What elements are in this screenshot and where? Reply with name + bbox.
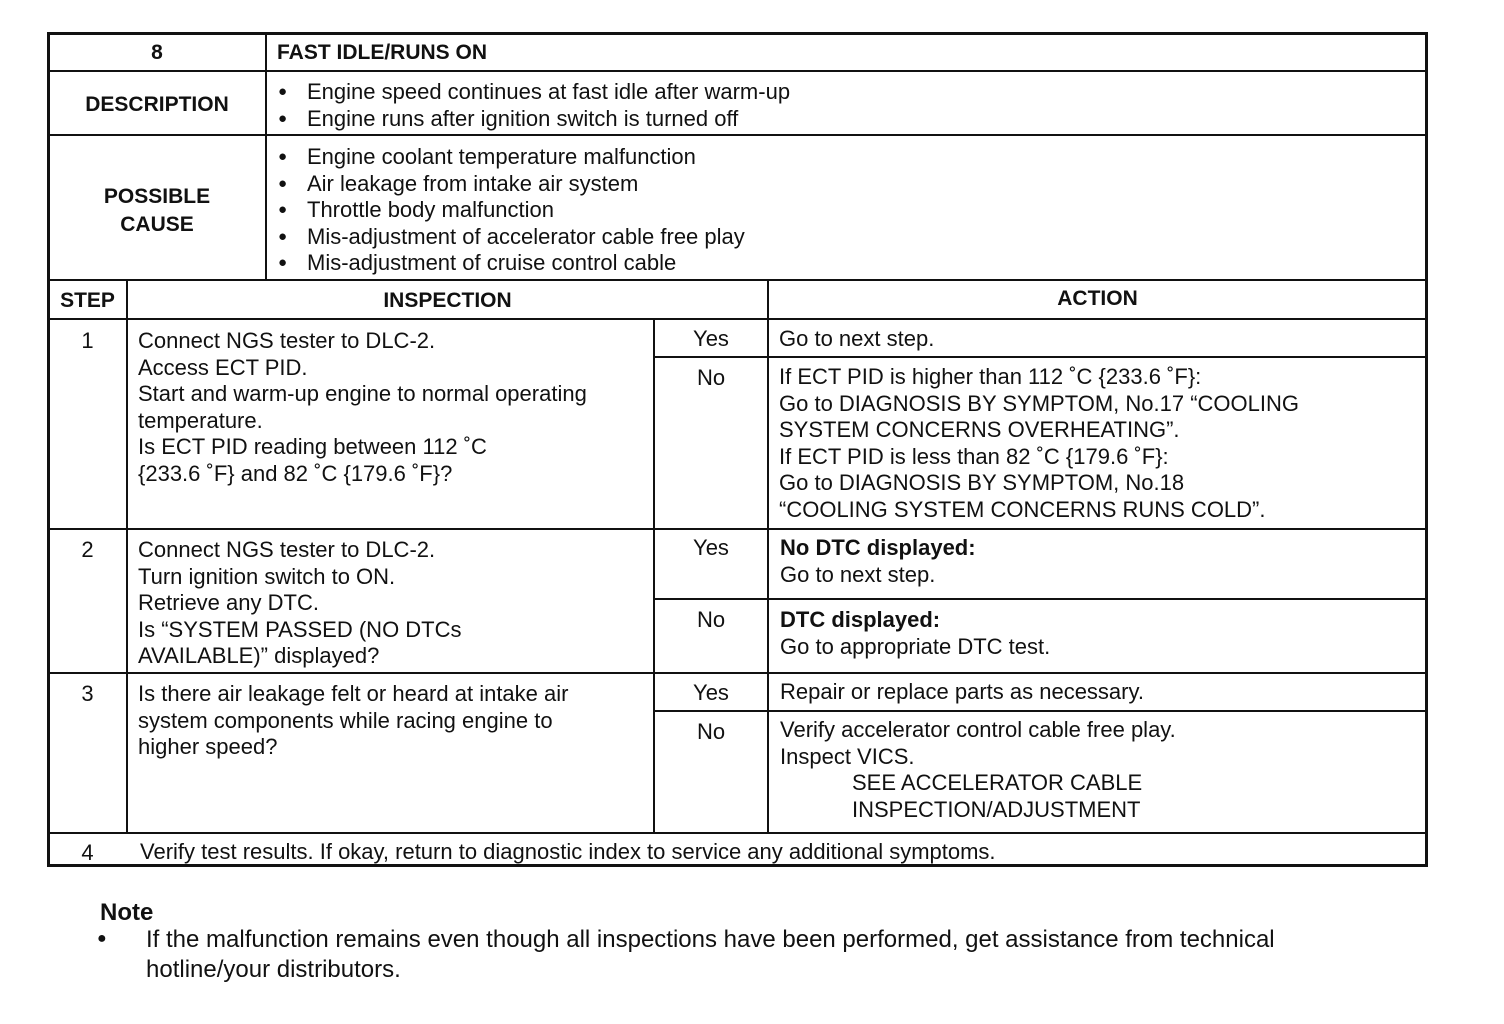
step-number: 1	[81, 328, 94, 353]
action-line: If ECT PID is less than 82 ˚C {179.6 ˚F}:	[779, 443, 1169, 469]
action-line: “COOLING SYSTEM CONCERNS RUNS COLD”.	[779, 496, 1266, 522]
column-divider	[126, 280, 128, 833]
action-line: Go to next step.	[779, 326, 935, 351]
inspection-line: system components while racing engine to	[138, 707, 553, 733]
inspection-column-header: INSPECTION	[383, 289, 512, 312]
action-heading: No DTC displayed:	[780, 535, 976, 560]
possible-cause-item: ● Throttle body malfunction	[267, 197, 1417, 224]
trouble-title: FAST IDLE/RUNS ON	[277, 41, 488, 64]
yes-action	[779, 326, 934, 353]
column-divider	[767, 280, 769, 832]
no-action	[780, 607, 1050, 660]
yes-label: Yes	[693, 535, 729, 560]
row-divider	[49, 279, 1426, 281]
action-column-header: ACTION	[1057, 287, 1138, 310]
possible-cause-item: ● Engine coolant temperature malfunction	[267, 144, 1417, 171]
inspection-line: Turn ignition switch to ON.	[138, 563, 396, 589]
note-bullet-icon: ●	[97, 930, 107, 947]
action-line: Inspect VICS.	[780, 743, 915, 769]
no-label: No	[696, 719, 726, 744]
no-action	[779, 364, 1299, 523]
description-label: DESCRIPTION	[85, 93, 229, 116]
possible-cause-label	[49, 183, 265, 239]
description-list	[267, 79, 1417, 132]
action-line: Repair or replace parts as necessary.	[780, 679, 1144, 704]
row-divider	[49, 134, 1426, 136]
action-line: Go to next step.	[780, 561, 936, 587]
row-divider	[49, 318, 1426, 320]
inspection-line: Connect NGS tester to DLC-2.	[138, 537, 436, 562]
inspection-line: Access ECT PID.	[138, 354, 308, 380]
possible-cause-label-line1: POSSIBLE	[103, 185, 211, 208]
row-divider	[49, 70, 1426, 72]
description-item: ● Engine runs after ignition switch is turned off	[267, 106, 1417, 133]
inspection-text	[138, 537, 462, 670]
inspection-line: temperature.	[138, 407, 263, 433]
row-divider	[49, 832, 1426, 834]
action-line: Verify accelerator control cable free play.	[780, 717, 1176, 742]
no-label: No	[696, 365, 726, 390]
inspection-line: Connect NGS tester to DLC-2.	[138, 328, 436, 353]
action-line: Go to appropriate DTC test.	[780, 633, 1051, 659]
row-divider	[49, 528, 1426, 530]
inspection-text	[138, 681, 568, 761]
possible-cause-label-line2: CAUSE	[120, 213, 194, 236]
step-number: 3	[81, 681, 94, 706]
yes-label: Yes	[693, 326, 729, 351]
no-action	[780, 717, 1176, 823]
possible-cause-item: ● Mis-adjustment of cruise control cable	[267, 250, 1417, 277]
possible-cause-item: ● Air leakage from intake air system	[267, 171, 1417, 198]
action-heading: DTC displayed:	[780, 607, 941, 632]
inspection-line: Is there air leakage felt or heard at intake air	[138, 681, 569, 706]
step-number: 4	[81, 840, 94, 865]
final-step-text: Verify test results. If okay, return to diagnostic index to service any additional symptoms.	[140, 839, 996, 864]
inspection-line: Retrieve any DTC.	[138, 590, 319, 615]
action-line: If ECT PID is higher than 112 ˚C {233.6 ˚F}:	[779, 364, 1202, 389]
action-line: Go to DIAGNOSIS BY SYMPTOM, No.18	[779, 470, 1185, 495]
inspection-line: Start and warm-up engine to normal operating	[138, 381, 587, 406]
yes-label: Yes	[693, 680, 729, 705]
no-label: No	[696, 607, 726, 632]
note-title: Note	[100, 899, 154, 926]
inspection-line: AVAILABLE)” displayed?	[138, 643, 380, 668]
inspection-text	[138, 328, 587, 487]
yes-action	[780, 535, 976, 588]
inspection-line: Is “SYSTEM PASSED (NO DTCs	[138, 616, 462, 642]
note-text: If the malfunction remains even though all inspections have been performed, get assistance from technical hotline/your distributors.	[146, 926, 1275, 983]
trouble-number: 8	[151, 41, 163, 64]
possible-cause-list	[267, 144, 1417, 277]
description-item: ● Engine speed continues at fast idle after warm-up	[267, 79, 1417, 106]
column-divider	[653, 319, 655, 832]
inspection-line: higher speed?	[138, 734, 278, 759]
row-divider	[49, 672, 1426, 674]
yes-action	[780, 679, 1144, 706]
see-reference-line: SEE ACCELERATOR CABLE	[852, 770, 1143, 795]
action-line: SYSTEM CONCERNS OVERHEATING”.	[779, 417, 1180, 442]
step-column-header: STEP	[60, 289, 115, 312]
step-number: 2	[81, 537, 94, 562]
action-line: Go to DIAGNOSIS BY SYMPTOM, No.17 “COOLING	[779, 390, 1299, 416]
inspection-line: Is ECT PID reading between 112 ˚C	[138, 434, 487, 459]
see-reference-line: INSPECTION/ADJUSTMENT	[852, 796, 1141, 822]
possible-cause-item: ● Mis-adjustment of accelerator cable free play	[267, 224, 1417, 251]
inspection-line: {233.6 ˚F} and 82 ˚C {179.6 ˚F}?	[138, 460, 453, 486]
